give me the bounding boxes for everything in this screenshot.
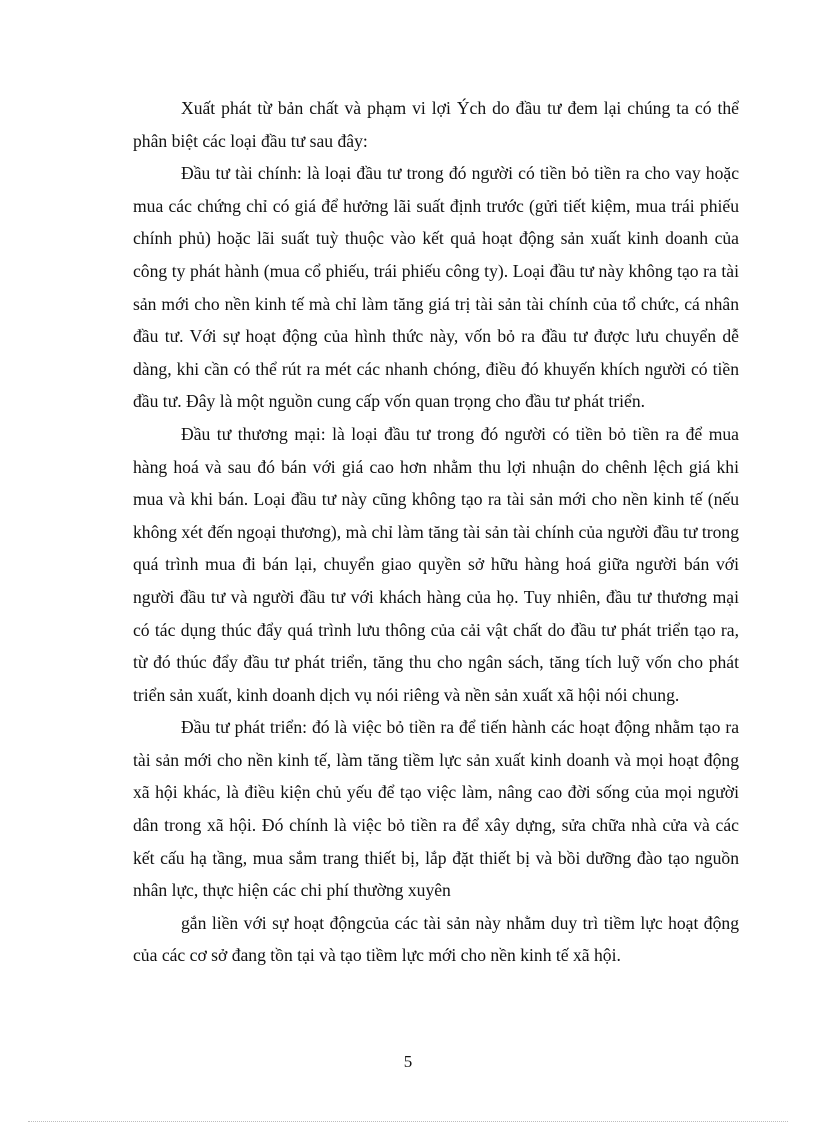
- page-number: 5: [403, 1052, 413, 1071]
- paragraph-intro: Xuất phát từ bản chất và phạm vi lợi Ých do đầu tư đem lại chúng ta có thể phân biệt các loại đầu tư sau đây:: [133, 98, 739, 151]
- paragraph-financial-investment: Đầu tư tài chính: là loại đầu tư trong đó người có tiền bỏ tiền ra cho vay hoặc mua các chứng chỉ có giá để hưởng lãi suất định trước (gửi tiết kiệm, mua trái phiếu chính phủ) hoặc lãi suất tuỳ thuộc vào kết quả hoạt động sản xuất kinh doanh của công ty phát hành (mua cổ phiếu, trái phiếu công ty). Loại đầu tư này không tạo ra tài sản mới cho nền kinh tế mà chỉ làm tăng giá trị tài sản tài chính của tổ chức, cá nhân đầu tư. Với sự hoạt động của hình thức này, vốn bỏ ra đầu tư được lưu chuyển dễ dàng, khi cần có thể rút ra mét các nhanh chóng, điều đó khuyến khích người có tiền đầu tư. Đây là một nguồn cung cấp vốn quan trọng cho đầu tư phát triển.: [133, 163, 739, 412]
- page-bottom-divider: [28, 1121, 788, 1122]
- document-body: [133, 92, 739, 972]
- paragraph-commercial-investment: Đầu tư thương mại: là loại đầu tư trong đó người có tiền bỏ tiền ra để mua hàng hoá và sau đó bán với giá cao hơn nhằm thu lợi nhuận do chênh lệch giá khi mua và khi bán. Loại đầu tư này cũng không tạo ra tài sản mới cho nền kinh tế (nếu không xét đến ngoại thương), mà chỉ làm tăng tài sản tài chính của người đầu tư trong quá trình mua đi bán lại, chuyển giao quyền sở hữu hàng hoá giữa người bán với người đầu tư và người đầu tư với khách hàng của họ. Tuy nhiên, đầu tư thương mại có tác dụng thúc đẩy quá trình lưu thông của cải vật chất do đầu tư phát triển tạo ra, từ đó thúc đẩy đầu tư phát triển, tăng thu cho ngân sách, tăng tích luỹ vốn cho phát triển sản xuất, kinh doanh dịch vụ nói riêng và nền sản xuất xã hội nói chung.: [133, 423, 739, 705]
- paragraph-continuation: gắn liền với sự hoạt độngcủa các tài sản này nhằm duy trì tiềm lực hoạt động của các cơ sở đang tồn tại và tạo tiềm lực mới cho nền kinh tế xã hội.: [133, 912, 739, 966]
- paragraph-development-investment: Đầu tư phát triển: đó là việc bỏ tiền ra để tiến hành các hoạt động nhằm tạo ra tài sản mới cho nền kinh tế, làm tăng tiềm lực sản xuất kinh doanh và mọi hoạt động xã hội khác, là điều kiện chủ yếu để tạo việc làm, nâng cao đời sống của mọi người dân trong xã hội. Đó chính là việc bỏ tiền ra để xây dựng, sửa chữa nhà cửa và các kết cấu hạ tầng, mua sắm trang thiết bị, lắp đặt thiết bị và bồi dưỡng đào tạo nguồn nhân lực, thực hiện các chi phí thường xuyên: [133, 717, 739, 901]
